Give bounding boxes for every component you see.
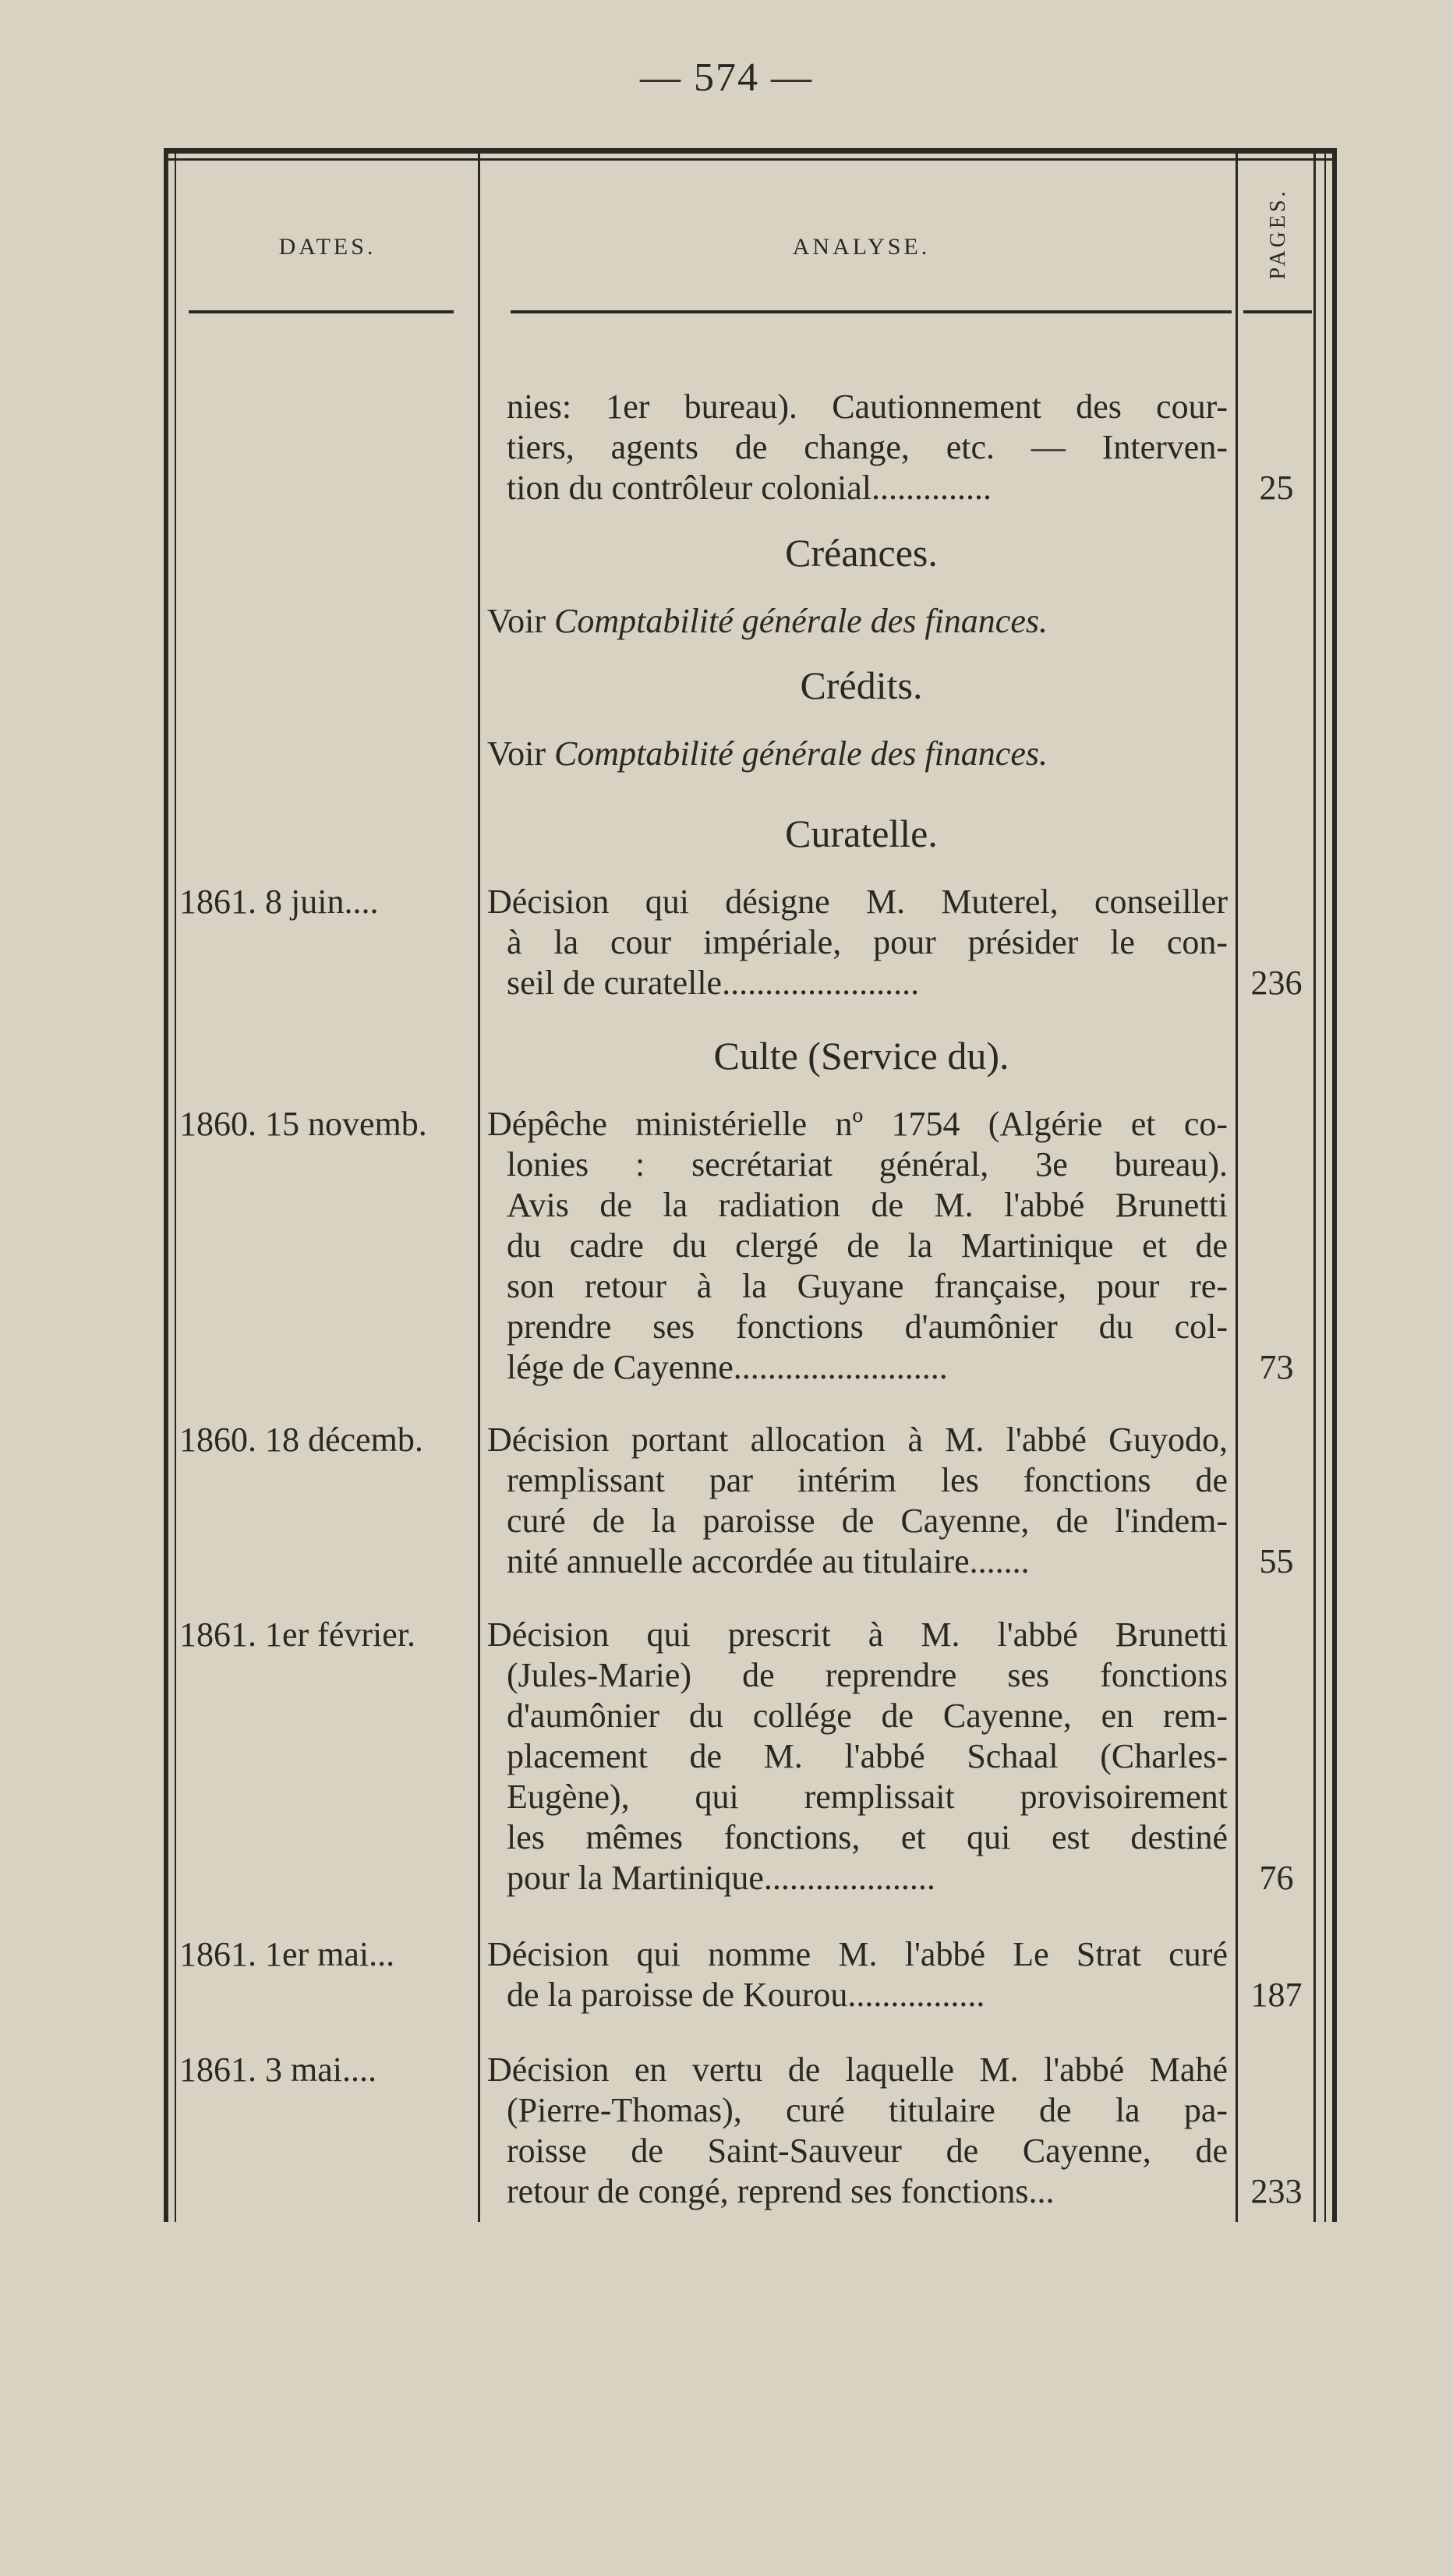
page-ref: 233 <box>1250 2172 1303 2210</box>
entry-line: placement de M. l'abbé Schaal (Charles- <box>507 1737 1228 1775</box>
column-divider-analyse <box>1236 148 1238 2222</box>
entry-line: du cadre du clergé de la Martinique et de <box>507 1226 1228 1265</box>
entry-line: Décision qui nomme M. l'abbé Le Strat curé <box>487 1935 1228 1973</box>
entry-line: les mêmes fonctions, et qui est destiné <box>507 1818 1228 1856</box>
continuation-line: tiers, agents de change, etc. — Interven- <box>507 428 1228 466</box>
entry-line: nité annuelle accordée au titulaire....... <box>507 1542 1030 1580</box>
entry-line: remplissant par intérim les fonctions de <box>507 1461 1228 1499</box>
page-ref: 76 <box>1259 1859 1294 1897</box>
right-border <box>1332 148 1337 2222</box>
see-also-label: Voir <box>487 734 546 773</box>
see-also <box>487 734 1236 773</box>
section-heading: Créances. <box>785 531 938 575</box>
page-ref: 25 <box>1259 469 1294 507</box>
entry-line: Dépêche ministérielle nº 1754 (Algérie et co- <box>487 1105 1228 1143</box>
see-also-ref: Comptabilité générale des finances. <box>553 602 1048 640</box>
entry-date: 1861. 1er mai... <box>179 1935 395 1973</box>
header-rule-dates <box>189 310 454 313</box>
entry-line: de la paroisse de Kourou................ <box>507 1976 985 2014</box>
column-divider-pages <box>1313 148 1316 2222</box>
section-heading: Curatelle. <box>785 812 938 855</box>
section-heading: Culte (Service du). <box>713 1034 1009 1077</box>
entry-date: 1860. 15 novemb. <box>179 1105 427 1143</box>
see-also <box>487 604 1236 639</box>
top-rule-thin <box>164 158 1337 161</box>
entry-date: 1860. 18 décemb. <box>179 1421 423 1459</box>
entry-date: 1861. 1er février. <box>179 1615 415 1654</box>
entry-line: Décision qui prescrit à M. l'abbé Brunetti <box>487 1615 1228 1654</box>
column-divider-dates <box>478 148 480 2222</box>
entry-line: d'aumônier du collége de Cayenne, en rem- <box>507 1697 1228 1735</box>
left-border <box>164 148 168 2222</box>
entry-line: (Jules-Marie) de reprendre ses fonctions <box>507 1656 1228 1694</box>
entry-line: Décision qui désigne M. Muterel, conseiller <box>487 883 1228 921</box>
page-number: — 574 — <box>640 55 813 100</box>
header-analyse: ANALYSE. <box>792 234 931 260</box>
entry-date: 1861. 8 juin.... <box>179 883 379 921</box>
entry-line: (Pierre-Thomas), curé titulaire de la pa- <box>507 2091 1228 2129</box>
right-border-thin <box>1324 148 1326 2222</box>
see-also-ref: Comptabilité générale des finances. <box>553 734 1048 773</box>
entry-line: pour la Martinique.................... <box>507 1859 935 1897</box>
page-ref: 187 <box>1250 1976 1303 2014</box>
header-pages-label: PAGES. <box>1266 188 1290 280</box>
entry-line: son retour à la Guyane française, pour re- <box>507 1267 1228 1305</box>
entry-line: seil de curatelle....................... <box>507 964 920 1002</box>
entry-line: à la cour impériale, pour présider le con- <box>507 923 1228 961</box>
header-pages <box>1243 179 1313 288</box>
entry-line: Décision en vertu de laquelle M. l'abbé Mahé <box>487 2051 1228 2089</box>
entry-line: Eugène), qui remplissait provisoirement <box>507 1778 1228 1816</box>
left-border-thin <box>175 148 176 2222</box>
see-also-label: Voir <box>487 602 546 640</box>
page-ref: 73 <box>1259 1348 1294 1386</box>
entry-line: lonies : secrétariat général, 3e bureau). <box>507 1145 1228 1184</box>
continuation-line: nies: 1er bureau). Cautionnement des cour- <box>507 387 1228 426</box>
page-ref: 55 <box>1259 1542 1294 1580</box>
entry-line: curé de la paroisse de Cayenne, de l'indem- <box>507 1502 1228 1540</box>
entry-line: retour de congé, reprend ses fonctions... <box>507 2172 1055 2210</box>
section-heading: Crédits. <box>800 663 923 707</box>
entry-line: Avis de la radiation de M. l'abbé Brunetti <box>507 1186 1228 1224</box>
top-rule <box>164 148 1337 154</box>
header-dates: DATES. <box>278 234 377 260</box>
entry-line: roisse de Saint-Sauveur de Cayenne, de <box>507 2132 1228 2170</box>
entry-line: lége de Cayenne......................... <box>507 1348 948 1386</box>
entry-line: Décision portant allocation à M. l'abbé Guyodo, <box>487 1421 1228 1459</box>
entry-line: prendre ses fonctions d'aumônier du col- <box>507 1307 1228 1346</box>
header-rule-pages <box>1243 310 1312 313</box>
header-rule-analyse <box>511 310 1232 313</box>
continuation-line: tion du contrôleur colonial.............. <box>507 469 992 507</box>
entry-date: 1861. 3 mai.... <box>179 2051 377 2089</box>
page-ref: 236 <box>1250 964 1303 1002</box>
